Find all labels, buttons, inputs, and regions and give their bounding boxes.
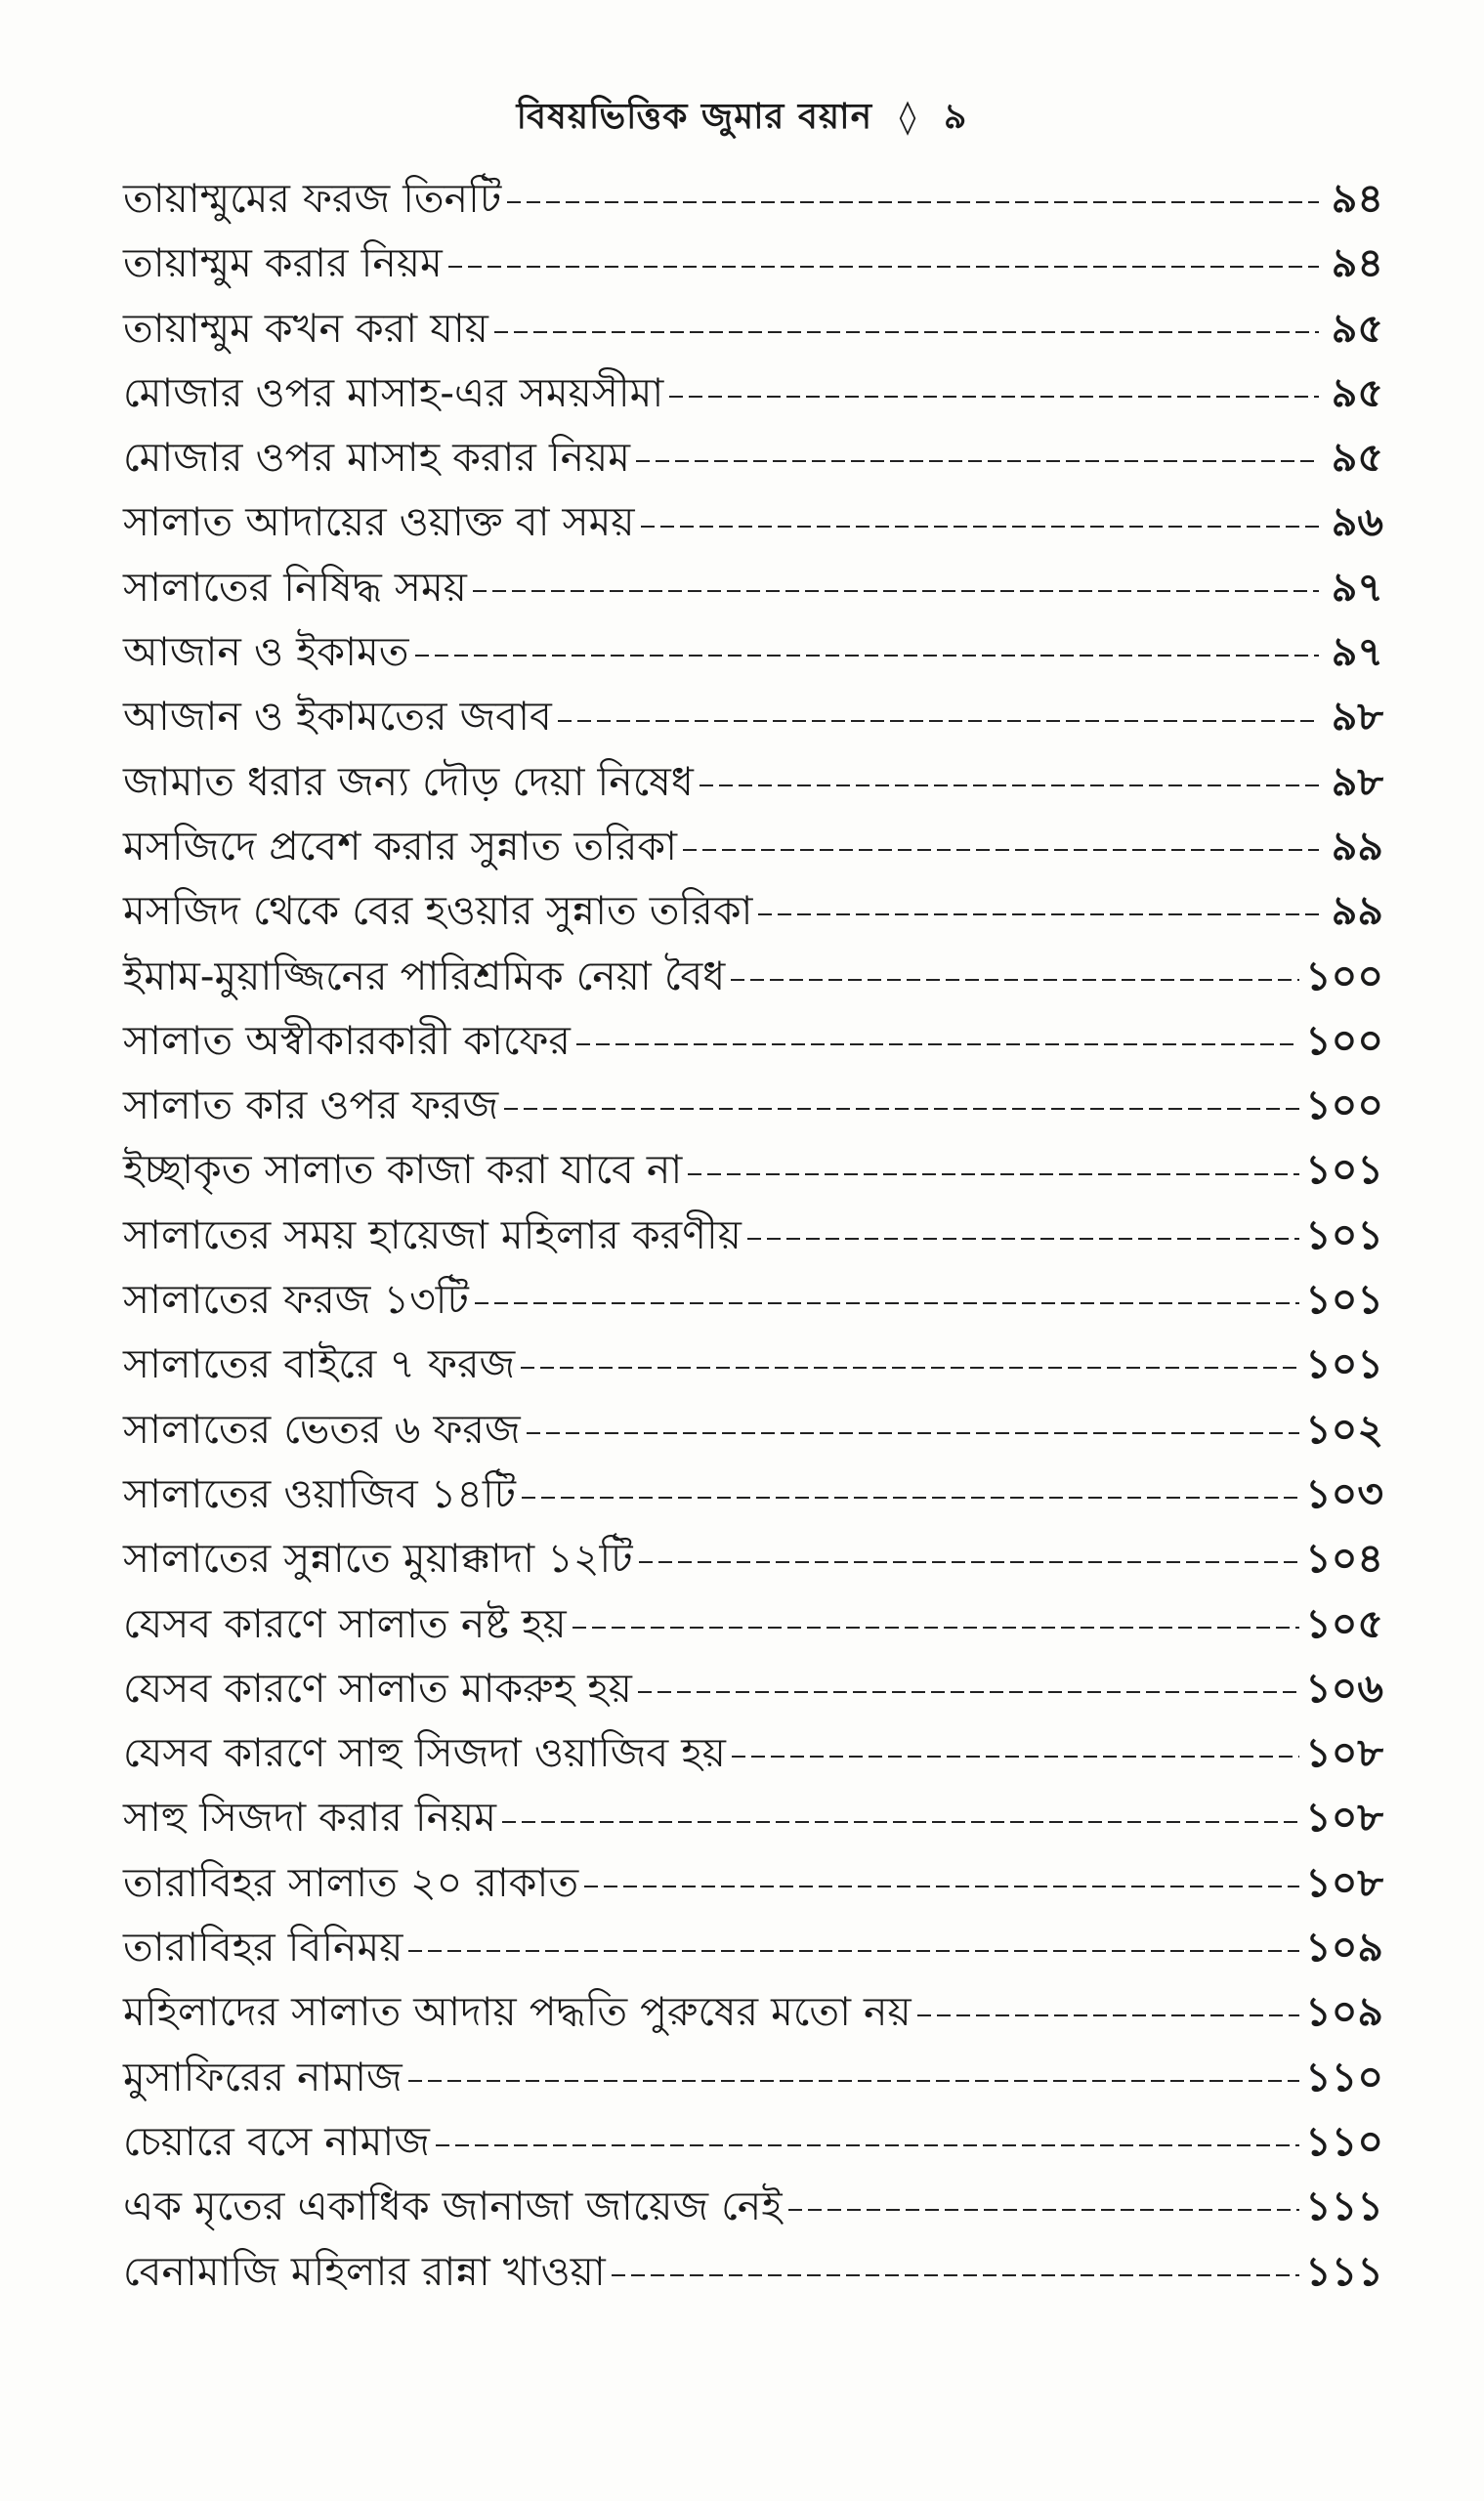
dotted-leader bbox=[415, 655, 1319, 657]
toc-entry-title: তারাবিহর বিনিময় bbox=[123, 1924, 403, 1971]
toc-entry-title: যেসব কারণে সালাত মাকরুহ হয় bbox=[123, 1664, 632, 1712]
dotted-leader bbox=[688, 1173, 1299, 1175]
dotted-leader bbox=[917, 2014, 1299, 2016]
toc-entry-title: তারাবিহর সালাত ২০ রাকাত bbox=[123, 1858, 579, 1906]
toc-entry bbox=[123, 231, 1383, 295]
toc-entry-page: ১০৮ bbox=[1305, 1794, 1383, 1842]
dotted-leader bbox=[475, 1302, 1299, 1304]
toc-entry bbox=[123, 944, 1383, 1008]
table-of-contents bbox=[123, 166, 1383, 2304]
toc-entry-title: তায়াম্মুমের ফরজ তিনটি bbox=[123, 175, 502, 222]
toc-entry-title: মহিলাদের সালাত আদায় পদ্ধতি পুরুষের মতো নয় bbox=[123, 1988, 912, 2036]
toc-entry-title: সাহু সিজদা করার নিয়ম bbox=[123, 1794, 496, 1842]
toc-entry-title: মসজিদ থেকে বের হওয়ার সুন্নাত তরিকা bbox=[123, 887, 753, 935]
toc-entry bbox=[123, 749, 1383, 814]
toc-entry-page: ১০১ bbox=[1305, 1340, 1383, 1388]
running-header bbox=[0, 90, 1484, 148]
toc-entry-page: ১০৫ bbox=[1305, 1599, 1383, 1647]
toc-entry-title: আজান ও ইকামত bbox=[123, 628, 409, 676]
dotted-leader bbox=[527, 1432, 1299, 1434]
dotted-leader bbox=[683, 849, 1319, 851]
toc-entry bbox=[123, 1591, 1383, 1656]
toc-entry-title: তায়াম্মুম কখন করা যায় bbox=[123, 304, 488, 352]
toc-entry-title: সালাতের ভেতর ৬ ফরজ bbox=[123, 1405, 521, 1453]
dotted-leader bbox=[788, 2209, 1300, 2211]
toc-entry bbox=[123, 1267, 1383, 1332]
toc-entry-page: ১০৩ bbox=[1305, 1469, 1383, 1517]
toc-entry bbox=[123, 1203, 1383, 1267]
book-title: বিষয়ভিত্তিক জুমার বয়ান bbox=[516, 97, 873, 137]
toc-entry bbox=[123, 489, 1383, 554]
page-number: ৯ bbox=[943, 97, 968, 137]
dotted-leader bbox=[572, 1627, 1300, 1629]
dotted-leader bbox=[732, 1756, 1299, 1758]
dotted-leader bbox=[558, 720, 1319, 722]
toc-entry-page: ৯৭ bbox=[1331, 628, 1383, 676]
toc-entry-title: মুসাফিরের নামাজ bbox=[123, 2053, 403, 2100]
toc-entry bbox=[123, 684, 1383, 748]
dotted-leader bbox=[758, 913, 1319, 915]
dotted-leader bbox=[504, 1108, 1299, 1110]
toc-entry bbox=[123, 814, 1383, 878]
toc-entry-page: ১০৯ bbox=[1305, 1924, 1383, 1971]
toc-entry bbox=[123, 1008, 1383, 1073]
dotted-leader bbox=[576, 1043, 1299, 1045]
toc-entry-title: সালাতের সময় হায়েজা মহিলার করণীয় bbox=[123, 1210, 742, 1258]
toc-entry-title: ইমাম-মুয়াজ্জিনের পারিশ্রমিক নেয়া বৈধ bbox=[123, 952, 726, 999]
toc-entry-page: ৯৯ bbox=[1331, 822, 1383, 869]
dotted-leader bbox=[612, 2274, 1299, 2276]
toc-entry bbox=[123, 1979, 1383, 2044]
toc-entry bbox=[123, 1137, 1383, 1202]
toc-entry-page: ১০০ bbox=[1305, 952, 1383, 999]
dotted-leader bbox=[408, 1950, 1299, 1952]
toc-entry-page: ১০২ bbox=[1305, 1405, 1383, 1453]
toc-entry-page: ১১০ bbox=[1305, 2117, 1383, 2165]
toc-entry-title: তায়াম্মুম করার নিয়ম bbox=[123, 239, 443, 287]
toc-entry bbox=[123, 619, 1383, 684]
toc-entry-page: ৯৪ bbox=[1331, 239, 1383, 287]
dotted-leader bbox=[639, 1561, 1300, 1563]
dotted-leader bbox=[494, 331, 1319, 333]
toc-entry bbox=[123, 1397, 1383, 1462]
toc-entry-page: ৯৪ bbox=[1331, 175, 1383, 222]
toc-entry-title: সালাতের ওয়াজিব ১৪টি bbox=[123, 1469, 516, 1517]
toc-entry-page: ৯৮ bbox=[1331, 693, 1383, 741]
toc-entry-title: সালাত কার ওপর ফরজ bbox=[123, 1081, 499, 1129]
dotted-leader bbox=[747, 1238, 1299, 1240]
toc-entry bbox=[123, 878, 1383, 943]
toc-entry-page: ১০০ bbox=[1305, 1081, 1383, 1129]
toc-entry-title: যেসব কারণে সাহু সিজদা ওয়াজিব হয় bbox=[123, 1729, 726, 1777]
toc-entry-page: ১০৮ bbox=[1305, 1729, 1383, 1777]
toc-entry-page: ১০৯ bbox=[1305, 1988, 1383, 2036]
toc-entry-title: মোজার ওপর মাসাহ করার নিয়ম bbox=[123, 434, 631, 482]
toc-entry-page: ১০৬ bbox=[1305, 1664, 1383, 1712]
dotted-leader bbox=[731, 979, 1299, 981]
toc-entry-page: ১১১ bbox=[1305, 2247, 1383, 2295]
toc-entry-title: সালাতের নিষিদ্ধ সময় bbox=[123, 563, 467, 611]
toc-entry-title: যেসব কারণে সালাত নষ্ট হয় bbox=[123, 1599, 567, 1647]
toc-entry-title: এক মৃতের একাধিক জানাজা জায়েজ নেই bbox=[123, 2183, 783, 2230]
toc-entry-page: ১১০ bbox=[1305, 2053, 1383, 2100]
toc-entry-title: সালাতের ফরজ ১৩টি bbox=[123, 1276, 469, 1324]
toc-entry bbox=[123, 1785, 1383, 1849]
toc-entry bbox=[123, 166, 1383, 231]
toc-entry bbox=[123, 1915, 1383, 1979]
toc-entry-page: ১০১ bbox=[1305, 1276, 1383, 1324]
toc-entry bbox=[123, 2109, 1383, 2174]
toc-entry bbox=[123, 1462, 1383, 1526]
dotted-leader bbox=[638, 1691, 1299, 1693]
toc-entry-title: সালাতের বাইরে ৭ ফরজ bbox=[123, 1340, 516, 1388]
toc-entry-title: ইচ্ছাকৃত সালাত কাজা করা যাবে না bbox=[123, 1146, 683, 1194]
toc-entry-title: জামাত ধরার জন্য দৌড় দেয়া নিষেধ bbox=[123, 757, 694, 805]
toc-entry-title: মোজার ওপর মাসাহ-এর সময়সীমা bbox=[123, 368, 664, 416]
toc-entry bbox=[123, 2239, 1383, 2304]
toc-entry bbox=[123, 425, 1383, 489]
toc-entry bbox=[123, 1332, 1383, 1396]
toc-entry bbox=[123, 555, 1383, 619]
toc-entry bbox=[123, 2174, 1383, 2238]
toc-entry-title: বেনামাজি মহিলার রান্না খাওয়া bbox=[123, 2247, 606, 2295]
toc-entry bbox=[123, 1850, 1383, 1915]
toc-entry-page: ৯৬ bbox=[1331, 498, 1383, 546]
toc-entry bbox=[123, 1073, 1383, 1137]
toc-entry-page: ৯৮ bbox=[1331, 757, 1383, 805]
dotted-leader bbox=[669, 396, 1319, 398]
toc-entry-page: ৯৯ bbox=[1331, 887, 1383, 935]
toc-entry-page: ১০১ bbox=[1305, 1146, 1383, 1194]
toc-entry-title: সালাতের সুন্নাতে মুয়াক্কাদা ১২টি bbox=[123, 1535, 633, 1583]
diamond-separator-icon: ◊ bbox=[899, 98, 917, 137]
dotted-leader bbox=[522, 1497, 1299, 1499]
toc-entry-page: ১০১ bbox=[1305, 1210, 1383, 1258]
toc-entry bbox=[123, 360, 1383, 425]
dotted-leader bbox=[641, 526, 1320, 528]
toc-entry-title: চেয়ারে বসে নামাজ bbox=[123, 2117, 430, 2165]
toc-entry-page: ১০০ bbox=[1305, 1016, 1383, 1064]
toc-entry-page: ১০৮ bbox=[1305, 1858, 1383, 1906]
toc-entry-title: সালাত অস্বীকারকারী কাফের bbox=[123, 1016, 571, 1064]
dotted-leader bbox=[502, 1821, 1299, 1823]
toc-entry-page: ৯৫ bbox=[1331, 304, 1383, 352]
dotted-leader bbox=[507, 201, 1319, 203]
dotted-leader bbox=[473, 590, 1319, 592]
dotted-leader bbox=[584, 1886, 1299, 1887]
toc-entry-page: ৯৫ bbox=[1331, 368, 1383, 416]
dotted-leader bbox=[700, 784, 1319, 786]
toc-entry bbox=[123, 1656, 1383, 1720]
toc-entry-page: ১১১ bbox=[1305, 2183, 1383, 2230]
dotted-leader bbox=[636, 460, 1319, 462]
dotted-leader bbox=[521, 1367, 1299, 1369]
dotted-leader bbox=[448, 266, 1319, 268]
dotted-leader bbox=[436, 2144, 1299, 2146]
toc-entry-page: ১০৪ bbox=[1305, 1535, 1383, 1583]
toc-entry-title: আজান ও ইকামতের জবাব bbox=[123, 693, 552, 741]
toc-entry-title: সালাত আদায়ের ওয়াক্ত বা সময় bbox=[123, 498, 635, 546]
toc-entry-page: ৯৫ bbox=[1331, 434, 1383, 482]
dotted-leader bbox=[408, 2080, 1299, 2082]
toc-entry-page: ৯৭ bbox=[1331, 563, 1383, 611]
toc-entry-title: মসজিদে প্রবেশ করার সুন্নাত তরিকা bbox=[123, 822, 678, 869]
toc-entry bbox=[123, 1526, 1383, 1590]
toc-entry bbox=[123, 1720, 1383, 1785]
toc-entry bbox=[123, 296, 1383, 360]
toc-entry bbox=[123, 2045, 1383, 2109]
